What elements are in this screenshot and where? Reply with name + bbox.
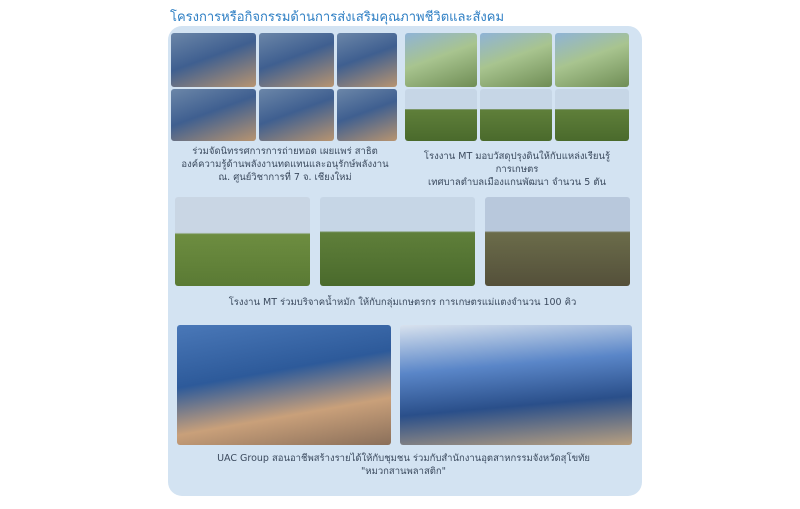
- caption-line: โรงงาน MT ร่วมบริจาคน้ำหมัก ให้กับกลุ่มเกษตรกร การเกษตรแม่แตงจำนวน 100 คิว: [228, 297, 577, 308]
- soil-photo-5: [480, 89, 552, 141]
- page-title: โครงการหรือกิจกรรมด้านการส่งเสริมคุณภาพชีวิตและสังคม: [170, 10, 505, 25]
- caption-line: "หมวกสานพลาสติก": [360, 466, 447, 477]
- community-group-photo: [177, 325, 391, 445]
- truck-photo: [175, 197, 310, 286]
- exhibition-photo-1: [171, 33, 256, 87]
- soil-photo-1: [405, 33, 477, 87]
- caption-line: โรงงาน MT มอบวัสดุปรุงดินให้กับแหล่งเรียนรู้การเกษตร: [423, 151, 611, 175]
- soil-caption: [405, 150, 629, 189]
- caption-line: องค์ความรู้ด้านพลังงานทดแทนและอนุรักษ์พลังงาน: [181, 159, 389, 170]
- tanker-mud-photo: [485, 197, 630, 286]
- exhibition-photo-5: [259, 89, 334, 141]
- exhibition-caption: [172, 145, 398, 184]
- caption-line: ณ. ศูนย์วิชาการที่ 7 จ. เชียงใหม่: [218, 172, 352, 183]
- soil-photo-3: [555, 33, 629, 87]
- caption-line: UAC Group สอนอาชีพสร้างรายได้ให้กับชุมชน ร่วมกับสำนักงานอุตสาหกรรมจังหวัดสุโขทัย: [217, 453, 590, 464]
- soil-photo-4: [405, 89, 477, 141]
- soil-photo-6: [555, 89, 629, 141]
- exhibition-photo-6: [337, 89, 397, 141]
- caption-line: ร่วมจัดนิทรรศการการถ่ายทอด เผยแพร่ สาธิต: [192, 146, 378, 157]
- fertilizer-caption: [175, 296, 630, 309]
- handover-photo: [400, 325, 632, 445]
- soil-photo-2: [480, 33, 552, 87]
- community-caption: [175, 452, 632, 478]
- caption-line: เทศบาลตำบลเมืองแกนพัฒนา จำนวน 5 ตัน: [428, 177, 606, 188]
- exhibition-photo-2: [259, 33, 334, 87]
- exhibition-photo-4: [171, 89, 256, 141]
- exhibition-photo-3: [337, 33, 397, 87]
- tanker-field-photo: [320, 197, 475, 286]
